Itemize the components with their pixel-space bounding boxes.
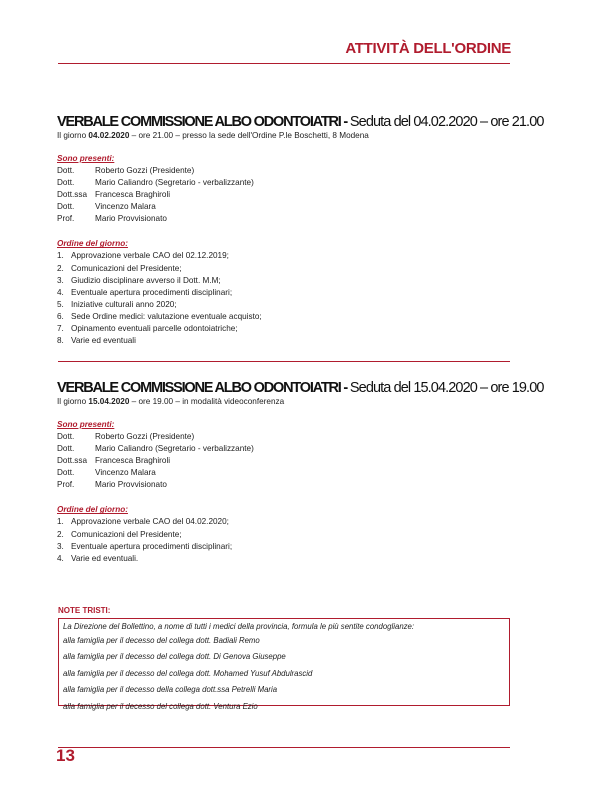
present-row	[57, 455, 512, 467]
agenda-number: 5.	[57, 299, 64, 309]
person-title: Dott.	[57, 178, 75, 188]
minutes-title-bold: VERBALE COMMISSIONE ALBO ODONTOIATRI -	[57, 114, 350, 130]
agenda-heading: Ordine del giorno:	[57, 239, 128, 249]
agenda-item	[57, 541, 512, 553]
agenda-number: 7.	[57, 324, 64, 334]
person-title: Dott.ssa	[57, 456, 88, 466]
minutes-title-bold: VERBALE COMMISSIONE ALBO ODONTOIATRI -	[57, 380, 350, 396]
agenda-number: 2.	[57, 263, 64, 273]
agenda-number: 4.	[57, 287, 64, 297]
person-name: Vincenzo Malara	[95, 202, 156, 212]
present-row	[57, 467, 512, 479]
section-divider	[58, 361, 510, 362]
agenda-number: 2.	[57, 529, 64, 539]
subtitle-suffix: – ore 21.00 – presso la sede dell'Ordine P.le Boschetti, 8 Modena	[129, 131, 369, 140]
condolence-line: alla famiglia per il decesso del collega dott. Mohamed Yusuf Abdulrascid	[63, 668, 313, 678]
present-row	[57, 189, 512, 201]
agenda-item	[57, 250, 512, 262]
agenda-text: Varie ed eventuali.	[71, 553, 139, 563]
present-row	[57, 165, 512, 177]
footer-divider	[58, 747, 510, 748]
present-row	[57, 443, 512, 455]
agenda-item	[57, 323, 512, 335]
person-name: Roberto Gozzi (Presidente)	[95, 166, 195, 175]
subtitle-prefix: Il giorno	[57, 131, 89, 140]
agenda-item	[57, 311, 512, 323]
agenda-text: Approvazione verbale CAO del 04.02.2020;	[71, 517, 229, 527]
agenda-text: Comunicazioni del Presidente;	[71, 529, 182, 539]
agenda-text: Eventuale apertura procedimenti disciplinari;	[71, 541, 233, 551]
person-title: Dott.ssa	[57, 190, 88, 200]
subtitle-date: 15.04.2020	[88, 397, 130, 406]
person-title: Dott.	[57, 468, 75, 478]
person-title: Dott.	[57, 432, 75, 441]
agenda-item	[57, 516, 512, 528]
minutes-subtitle	[57, 397, 512, 406]
agenda-item	[57, 287, 512, 299]
agenda-heading: Ordine del giorno:	[57, 505, 128, 515]
minutes-title	[57, 114, 544, 130]
person-title: Dott.	[57, 166, 75, 175]
agenda-number: 3.	[57, 275, 64, 285]
condolences-intro: La Direzione del Bollettino, a nome di tutti i medici della provincia, formula le più sentite condoglianze:	[63, 622, 415, 631]
agenda-text: Sede Ordine medici: valutazione eventuale acquisto;	[71, 311, 262, 321]
agenda-item	[57, 553, 512, 565]
condolence-line: alla famiglia per il decesso della collega dott.ssa Petrelli Maria	[63, 685, 278, 695]
minutes-block-2	[57, 380, 544, 565]
section-header: ATTIVITÀ DELL'ORDINE	[345, 40, 511, 57]
agenda-text: Opinamento eventuali parcelle odontoiatriche;	[71, 324, 238, 334]
person-name: Mario Caliandro (Segretario - verbalizzante)	[95, 178, 254, 188]
person-name: Mario Provvisionato	[95, 214, 167, 224]
condolence-line: alla famiglia per il decesso del collega dott. Di Genova Giuseppe	[63, 652, 286, 662]
agenda-number: 1.	[57, 251, 64, 261]
agenda-number: 1.	[57, 517, 64, 527]
header-divider	[58, 63, 510, 64]
condolence-line: alla famiglia per il decesso del collega dott. Badiali Remo	[63, 636, 260, 645]
person-title: Dott.	[57, 202, 75, 212]
present-heading: Sono presenti:	[57, 154, 115, 163]
page-number: 13	[56, 746, 75, 765]
person-name: Mario Caliandro (Segretario - verbalizzante)	[95, 444, 254, 454]
present-row	[57, 479, 512, 491]
person-name: Vincenzo Malara	[95, 468, 156, 478]
present-row	[57, 177, 512, 189]
present-heading: Sono presenti:	[57, 420, 115, 429]
minutes-subtitle	[57, 131, 512, 140]
subtitle-date: 04.02.2020	[88, 131, 130, 140]
minutes-title	[57, 380, 544, 396]
person-name: Mario Provvisionato	[95, 480, 167, 490]
present-row	[57, 213, 512, 225]
agenda-number: 4.	[57, 553, 64, 563]
agenda-number: 6.	[57, 311, 64, 321]
present-row	[57, 431, 512, 443]
person-title: Prof.	[57, 480, 75, 490]
person-name: Roberto Gozzi (Presidente)	[95, 432, 195, 441]
agenda-item	[57, 299, 512, 311]
minutes-title-date: Seduta del 04.02.2020 – ore 21.00	[349, 114, 544, 130]
person-title: Prof.	[57, 214, 75, 224]
person-name: Francesca Braghiroli	[95, 456, 171, 466]
present-row	[57, 201, 512, 213]
agenda-text: Eventuale apertura procedimenti disciplinari;	[71, 287, 233, 297]
minutes-title-date: Seduta del 15.04.2020 – ore 19.00	[349, 380, 544, 396]
agenda-number: 8.	[57, 336, 64, 346]
agenda-number: 3.	[57, 541, 64, 551]
person-title: Dott.	[57, 444, 75, 454]
subtitle-prefix: Il giorno	[57, 397, 89, 406]
agenda-item	[57, 529, 512, 541]
agenda-text: Iniziative culturali anno 2020;	[71, 299, 177, 309]
agenda-text: Giudizio disciplinare avverso il Dott. M.M;	[71, 275, 221, 285]
subtitle-suffix: – ore 19.00 – in modalità videoconferenza	[129, 397, 285, 406]
agenda-item	[57, 263, 512, 275]
agenda-item	[57, 335, 512, 347]
condolence-line: alla famiglia per il decesso del collega dott. Ventura Ezio	[63, 701, 258, 711]
agenda-text: Comunicazioni del Presidente;	[71, 263, 182, 273]
agenda-list	[57, 250, 512, 347]
condolences-box	[58, 618, 510, 711]
agenda-text: Approvazione verbale CAO del 02.12.2019;	[71, 251, 229, 261]
minutes-block-1	[57, 114, 544, 347]
agenda-item	[57, 275, 512, 287]
agenda-text: Varie ed eventuali	[71, 336, 136, 346]
agenda-list	[57, 516, 512, 564]
present-list	[57, 431, 512, 491]
notes-heading: NOTE TRISTI:	[58, 606, 111, 615]
person-name: Francesca Braghiroli	[95, 190, 171, 200]
present-list	[57, 165, 512, 225]
